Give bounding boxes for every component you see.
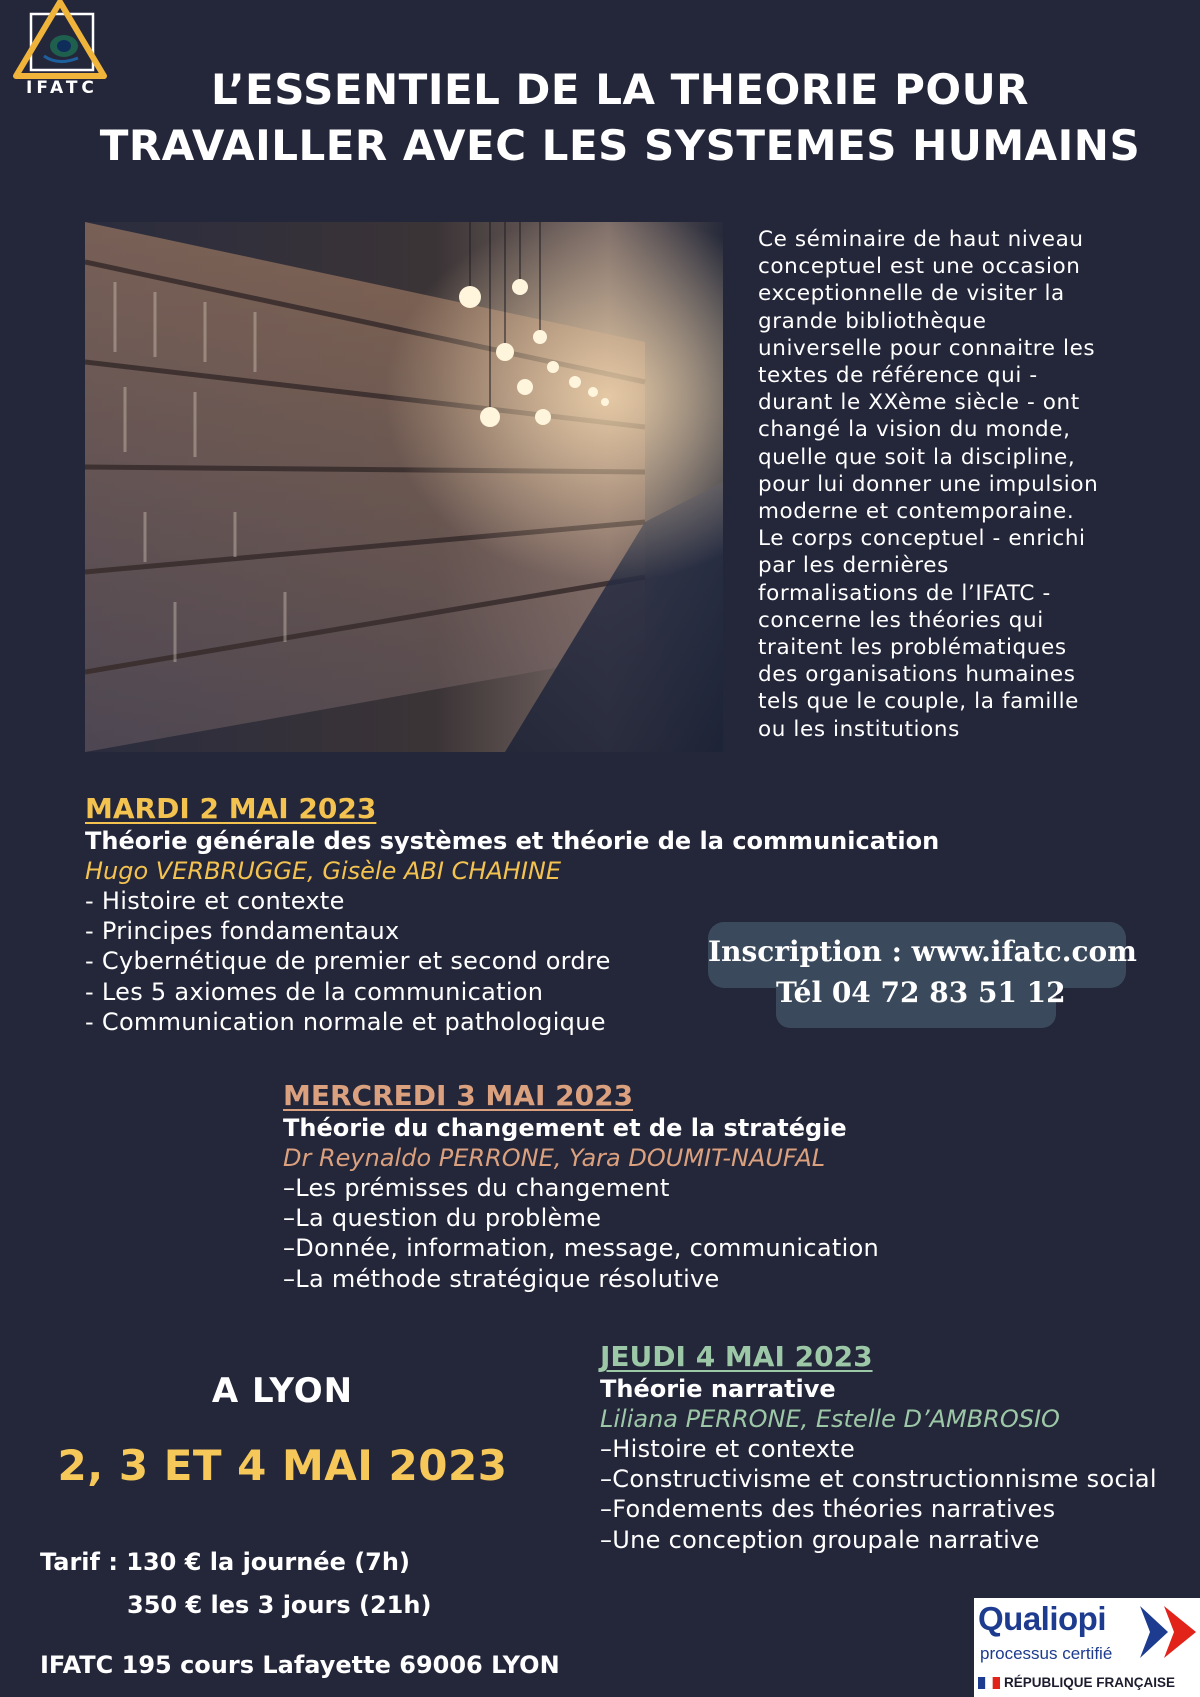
program-item: - Les 5 axiomes de la communication	[85, 977, 544, 1006]
intro-line: des organisations humaines	[758, 662, 1076, 688]
price-day: Tarif : 130 € la journée (7h)	[40, 1548, 410, 1576]
day-theme: Théorie générale des systèmes et théorie de la communication	[85, 827, 940, 855]
program-item: - Cybernétique de premier et second ordre	[85, 947, 611, 976]
day-date: MARDI 2 MAI 2023	[85, 792, 377, 825]
day-date: JEUDI 4 MAI 2023	[600, 1340, 873, 1373]
day-block-wednesday	[283, 1079, 879, 1294]
program-item: - Histoire et contexte	[85, 887, 345, 915]
program-item: –La question du problème	[283, 1204, 602, 1233]
french-flag-icon	[978, 1677, 1000, 1689]
program-item: - Principes fondamentaux	[85, 917, 400, 946]
intro-line: Le corps conceptuel - enrichi	[758, 526, 1086, 552]
event-dates: 2, 3 ET 4 MAI 2023	[57, 1441, 508, 1490]
intro-line: formalisations de l’IFATC -	[758, 580, 1051, 606]
program-item: –Les prémisses du changement	[283, 1174, 670, 1202]
intro-line: durant le XXème siècle - ont	[758, 390, 1080, 416]
logo-text: IFATC	[26, 78, 98, 98]
qualiopi-logo-text: Qualiopi	[978, 1600, 1106, 1637]
program-item: –La méthode stratégique résolutive	[283, 1264, 720, 1293]
intro-line: conceptuel est une occasion	[758, 254, 1081, 280]
qualiopi-arrows-icon	[1140, 1602, 1198, 1662]
qualiopi-badge	[974, 1598, 1200, 1697]
program-item: –Histoire et contexte	[600, 1435, 856, 1463]
day-speakers: Liliana PERRONE, Estelle D’AMBROSIO	[600, 1405, 1060, 1433]
intro-line: traitent les problématiques	[758, 635, 1067, 661]
intro-line: grande bibliothèque	[758, 308, 987, 334]
intro-line: quelle que soit la discipline,	[758, 444, 1076, 470]
qualiopi-subtitle: processus certifié	[980, 1644, 1113, 1663]
day-date: MERCREDI 3 MAI 2023	[283, 1079, 634, 1112]
event-city: A LYON	[211, 1371, 354, 1411]
intro-line: changé la vision du monde,	[758, 417, 1071, 443]
intro-line: par les dernières	[758, 553, 949, 579]
day-theme: Théorie du changement et de la stratégie	[283, 1114, 847, 1142]
inscription-website[interactable]: Inscription : www.ifatc.com	[708, 935, 1137, 968]
day-speakers: Dr Reynaldo PERRONE, Yara DOUMIT-NAUFAL	[283, 1144, 826, 1172]
program-item: –Donnée, information, message, communication	[283, 1234, 880, 1263]
intro-line: concerne les théories qui	[758, 607, 1044, 633]
intro-line: exceptionnelle de visiter la	[758, 281, 1065, 307]
program-item: –Constructivisme et constructionnisme social	[600, 1465, 1157, 1494]
day-theme: Théorie narrative	[600, 1375, 836, 1403]
program-item: –Une conception groupale narrative	[600, 1525, 1040, 1554]
qualiopi-republic: RÉPUBLIQUE FRANÇAISE	[1004, 1675, 1176, 1690]
title-line-2: TRAVAILLER AVEC LES SYSTEMES HUMAINS	[99, 121, 1141, 170]
page-title	[60, 62, 1180, 174]
intro-line: textes de référence qui -	[758, 363, 1038, 389]
intro-line: moderne et contemporaine.	[758, 499, 1075, 525]
event-address: IFATC 195 cours Lafayette 69006 LYON	[40, 1651, 560, 1679]
program-item: - Communication normale et pathologique	[85, 1007, 606, 1036]
library-photo	[85, 222, 723, 752]
price-three-days: 350 € les 3 jours (21h)	[127, 1591, 432, 1619]
intro-line: pour lui donner une impulsion	[758, 471, 1099, 497]
day-block-thursday	[600, 1340, 1157, 1555]
intro-line: universelle pour connaitre les	[758, 335, 1096, 361]
program-item: –Fondements des théories narratives	[600, 1495, 1056, 1524]
title-line-1: L’ESSENTIEL DE LA THEORIE POUR	[210, 65, 1030, 114]
intro-line: ou les institutions	[758, 716, 960, 742]
intro-line: tels que le couple, la famille	[758, 689, 1079, 715]
day-speakers: Hugo VERBRUGGE, Gisèle ABI CHAHINE	[85, 857, 562, 885]
inscription-phone[interactable]: Tél 04 72 83 51 12	[776, 976, 1066, 1009]
intro-line: Ce séminaire de haut niveau	[758, 227, 1084, 252]
intro-text	[758, 226, 1198, 743]
